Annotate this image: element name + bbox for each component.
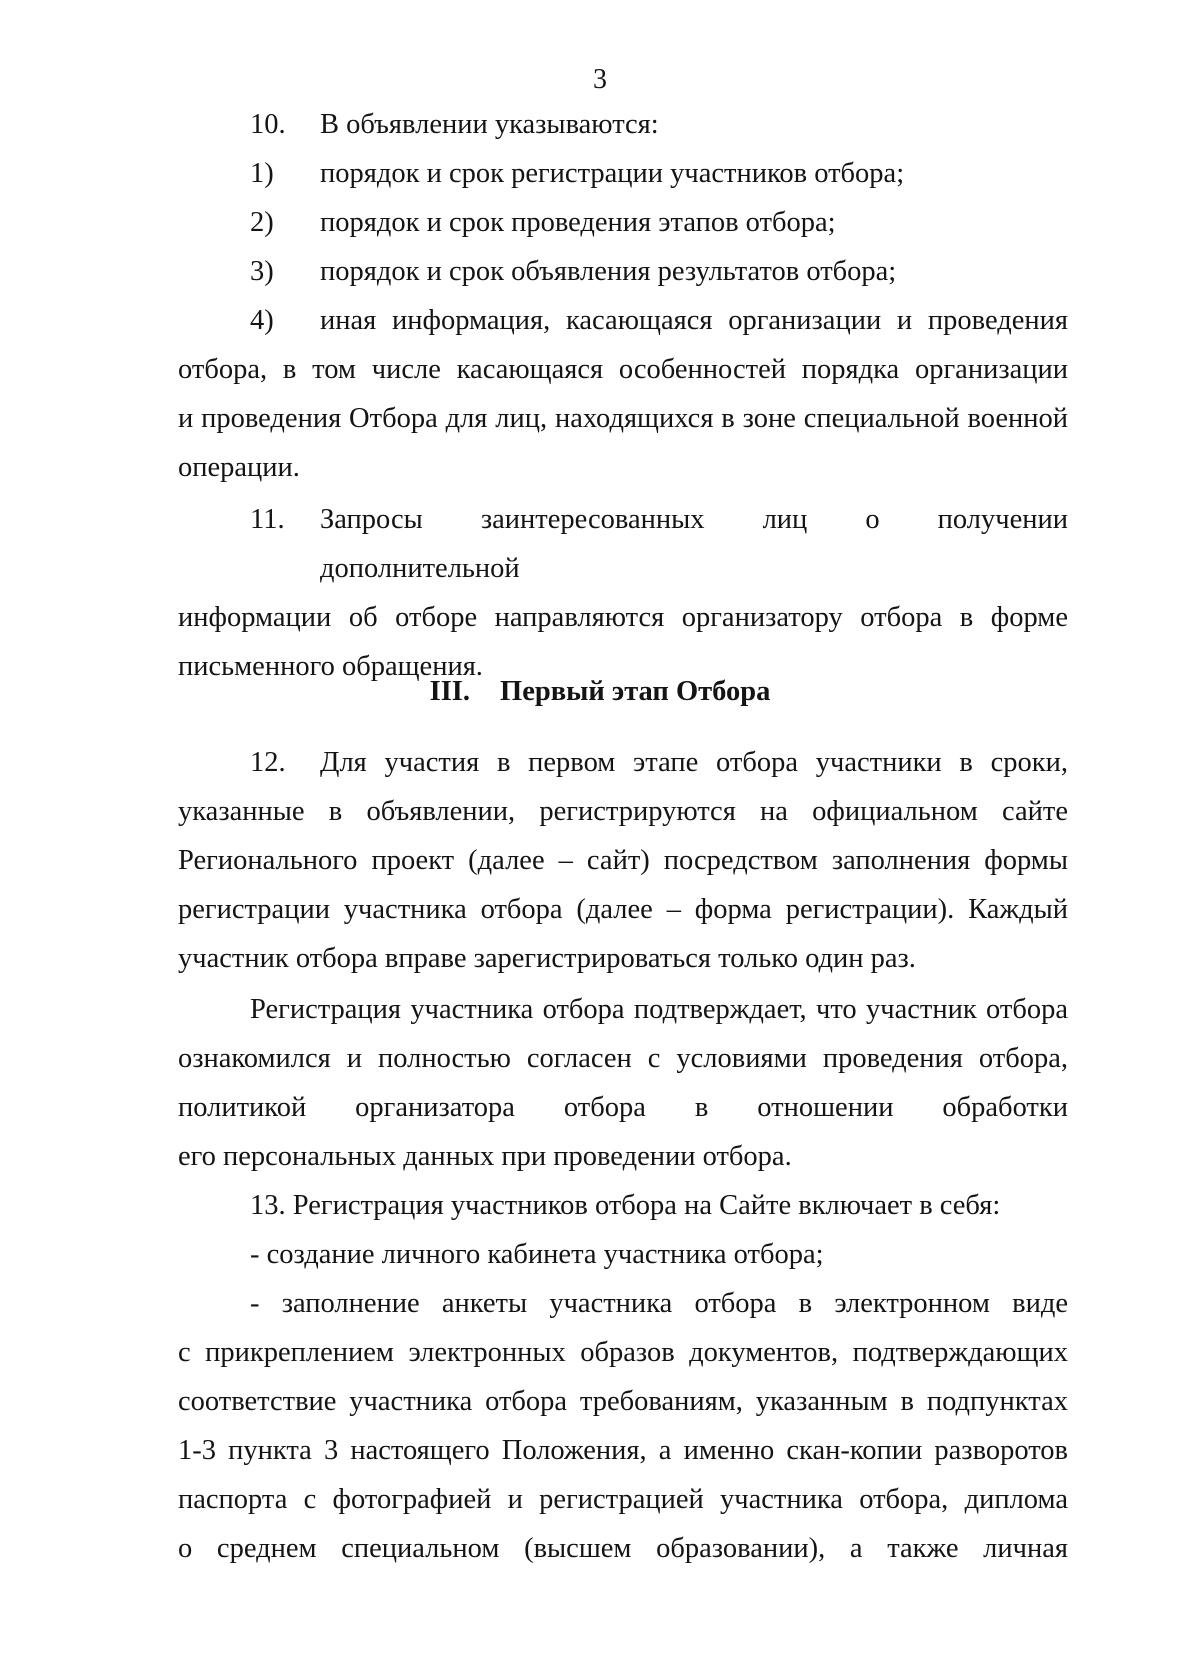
section-body [178, 738, 1068, 1573]
bullet-line: - заполнение анкеты участника отбора в электронном виде [250, 1288, 1068, 1319]
paragraph-line: ознакомился и полностью согласен с условиями проведения отбора, [178, 1043, 1068, 1074]
item-text-line: Регионального проект (далее – сайт) посредством заполнения формы [178, 845, 1068, 876]
item-text: 13. Регистрация участников отбора на Сайте включает в себя: [250, 1190, 1001, 1221]
list-item-2 [178, 198, 1068, 247]
item-text: порядок и срок объявления результатов отбора; [320, 256, 897, 287]
item-number: 12. [250, 747, 286, 778]
list-item-1 [178, 149, 1068, 198]
item-number: 10. [250, 109, 286, 140]
bullet-text: - создание личного кабинета участника отбора; [250, 1239, 824, 1270]
item-text: порядок и срок регистрации участников отбора; [320, 158, 905, 189]
list-item-4 [178, 296, 1068, 492]
list-item-13 [178, 1181, 1068, 1230]
item-text-line: и проведения Отбора для лиц, находящихся в зоне специальной военной [178, 403, 1068, 434]
item-text: Запросы заинтересованных лиц о получении дополнительной [320, 504, 1068, 584]
item-number: 1) [250, 158, 274, 189]
bullet-line: 1-3 пункта 3 настоящего Положения, а именно скан-копии разворотов [178, 1435, 1068, 1466]
section-title: Первый этап Отбора [500, 676, 771, 707]
bullet-item-questionnaire [178, 1279, 1068, 1573]
list-item-10 [178, 100, 1068, 149]
section-heading [0, 672, 1200, 712]
item-text-line: участник отбора вправе зарегистрироваться только один раз. [178, 943, 916, 974]
item-text-line: регистрации участника отбора (далее – форма регистрации). Каждый [178, 894, 1068, 925]
page-number: 3 [593, 64, 607, 95]
item-first-line [178, 738, 1068, 787]
item-number: 11. [250, 504, 285, 535]
section-number: III. [429, 676, 471, 707]
item-text-line: информации об отборе направляются организатору отбора в форме [178, 602, 1068, 633]
item-number: 2) [250, 207, 274, 238]
item-text-line: отбора, в том числе касающаяся особенностей порядка организации [178, 354, 1068, 385]
item-text: иная информация, касающаяся организации и проведения [320, 305, 1068, 336]
paragraph-registration [178, 985, 1068, 1181]
item-number: 3) [250, 256, 274, 287]
bullet-line: о среднем специальном (высшем образовании), а также личная [178, 1533, 1068, 1564]
item-number: 4) [250, 305, 274, 336]
bullet-item-cabinet [178, 1230, 1068, 1279]
bullet-line: с прикреплением электронных образов документов, подтверждающих [178, 1337, 1068, 1368]
paragraph-line: политикой организатора отбора в отношении обработки [178, 1092, 1068, 1123]
item-first-line [178, 495, 1068, 593]
item-text-line: операции. [178, 452, 300, 483]
item-text: порядок и срок проведения этапов отбора; [320, 207, 836, 238]
list-item-11 [178, 495, 1068, 691]
bullet-line: паспорта с фотографией и регистрацией участника отбора, диплома [178, 1484, 1068, 1515]
item-text: Для участия в первом этапе отбора участники в сроки, [320, 747, 1068, 778]
bullet-line: соответствие участника отбора требованиям, указанным в подпунктах [178, 1386, 1068, 1417]
paragraph-line: его персональных данных при проведении отбора. [178, 1141, 792, 1172]
item-text-line: указанные в объявлении, регистрируются на официальном сайте [178, 796, 1068, 827]
paragraph-line: Регистрация участника отбора подтверждает, что участник отбора [250, 994, 1068, 1025]
list-block-announcement [178, 100, 1068, 691]
item-text-line: письменного обращения. [178, 651, 483, 682]
list-item-3 [178, 247, 1068, 296]
list-item-12 [178, 738, 1068, 983]
item-first-line [178, 296, 1068, 345]
item-text: В объявлении указываются: [320, 109, 659, 140]
